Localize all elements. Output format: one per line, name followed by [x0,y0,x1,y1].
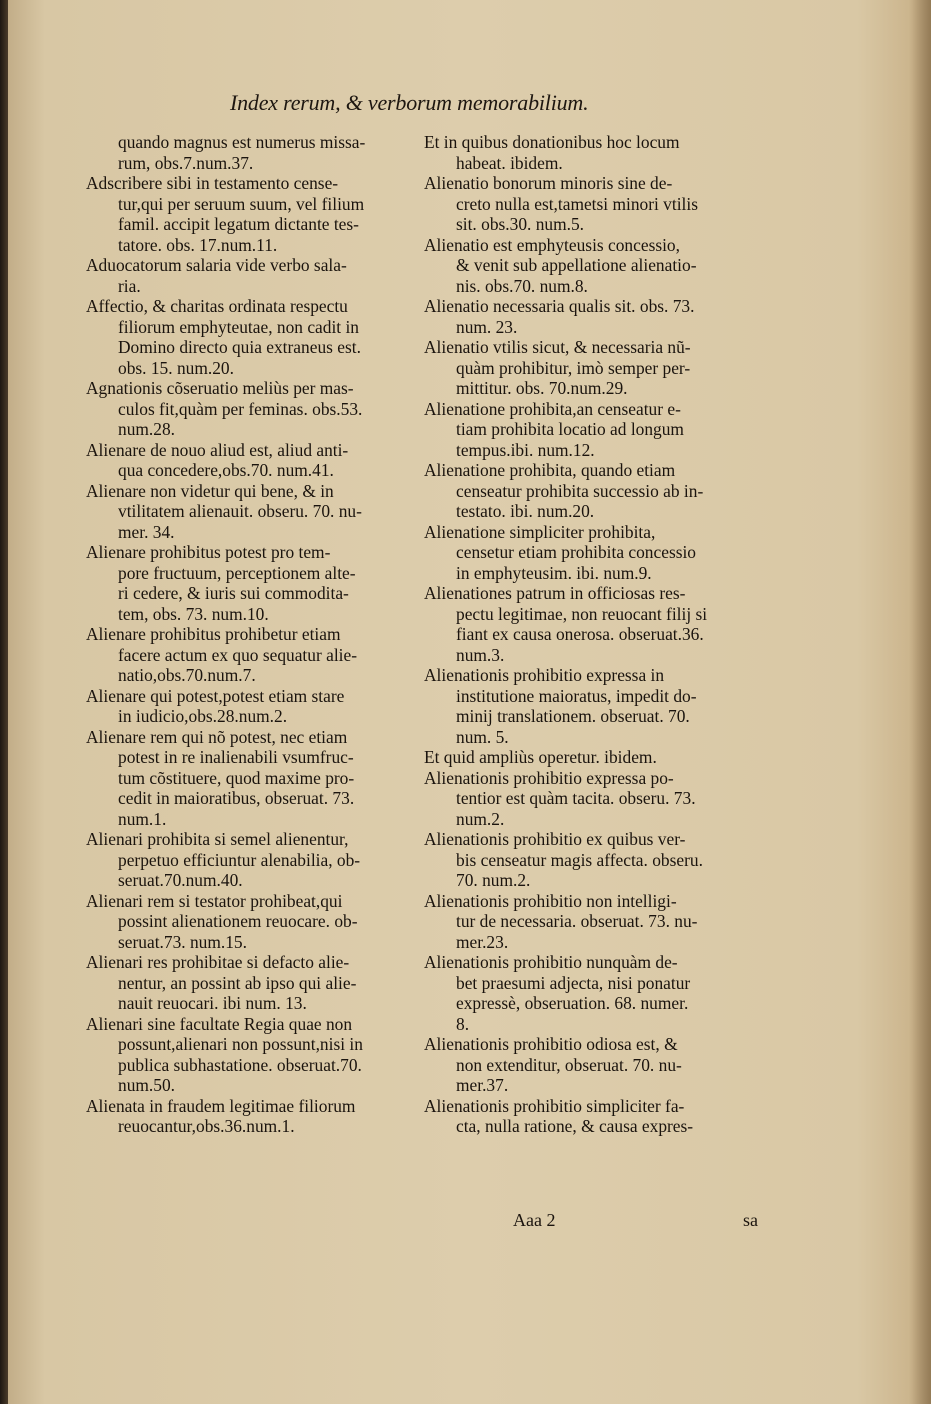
index-entry: Aduocatorum salaria vide verbo sala- ria. [86,255,347,296]
index-entry: Alienatio bonorum minoris sine de- creto nulla est,tametsi minori vtilis sit. obs.30. num.5. [424,173,698,234]
index-entry: Et in quibus donationibus hoc locum habeat. ibidem. [424,132,680,173]
index-entry: Alienatione prohibita, quando etiam censeatur prohibita successio ab in- testato. ibi. num.20. [424,460,704,521]
index-entry: Alienatio necessaria qualis sit. obs. 73. num. 23. [424,296,695,337]
index-entry: Alienare qui potest,potest etiam stare in iudicio,obs.28.num.2. [86,685,345,726]
index-entry: Alienare prohibitus potest pro tem- pore fructuum, perceptionem alte- ri cedere, & iuris sui commodita- tem, obs. 73. num.10. [86,542,356,624]
index-entry: Alienationis prohibitio expressa po- tentior est quàm tacita. obseru. 73. num.2. [424,767,696,829]
index-entry: Agnationis cõseruatio meliùs per mas- culos fit,quàm per feminas. obs.53. num.28. [86,378,363,439]
signature-mark: Aaa 2 [513,1210,556,1230]
index-entry: Alienata in fraudem legitimae filiorum reuocantur,obs.36.num.1. [86,1095,356,1136]
index-entry: Alienatione prohibita,an censeatur e- tiam prohibita locatio ad longum tempus.ibi. num.12. [424,398,684,460]
index-entry: Alienare de nouo aliud est, aliud anti- qua concedere,obs.70. num.41. [86,439,349,480]
index-entry: Alienare non videtur qui bene, & in vtilitatem alienauit. obseru. 70. nu- mer. 34. [86,480,362,542]
index-entry: quando magnus est numerus missa- rum, obs.7.num.37. [118,132,366,173]
index-entry: Alienatio est emphyteusis concessio, & venit sub appellatione alienatio- nis. obs.70. num.8. [424,234,697,296]
index-entry: Affectio, & charitas ordinata respectu filiorum emphyteutae, non cadit in Domino directo quia extraneus est. obs. 15. num.20. [86,296,361,378]
index-entry: Alienari rem si testator prohibeat,qui possint alienationem reuocare. ob- seruat.73. num.15. [86,890,358,952]
index-entry: Adscribere sibi in testamento cense- tur,qui per seruum suum, vel filium famil. accipit legatum dictante tes- tatore. obs. 17.num.11. [86,173,365,255]
book-page [8,0,931,1404]
index-entry: Alienationis prohibitio simpliciter fa- cta, nulla ratione, & causa expres- [424,1095,694,1136]
index-entry: Alienationis prohibitio non intelligi- tur de necessaria. obseruat. 73. nu- mer.23. [424,890,698,952]
page-edge-shadow [909,0,931,1404]
index-column-right [424,132,754,1137]
index-entry: Alienationis prohibitio nunquàm de- bet praesumi adjecta, nisi ponatur expressè, obseruation. 68. numer. 8. [424,952,691,1034]
index-entry: Alienationis prohibitio odiosa est, & non extenditur, obseruat. 70. nu- mer.37. [424,1034,682,1095]
binding-shadow [0,0,8,1404]
index-entry: Alienationis prohibitio ex quibus ver- bis censeatur magis affecta. obseru. 70. num.2. [424,829,703,890]
index-entry: Alienationes patrum in officiosas res- pectu legitimae, non reuocant filij si fiant ex causa onerosa. obseruat.36. num.3. [424,583,708,665]
running-head: Index rerum, & verborum memorabilium. [230,90,589,115]
index-entry: Et quid ampliùs operetur. ibidem. [424,747,657,767]
index-entry: Alienatione simpliciter prohibita, censetur etiam prohibita concessio in emphyteusim. ibi. num.9. [424,521,697,583]
index-entry: Alienari prohibita si semel alienentur, perpetuo efficiuntur alenabilia, ob- seruat.70.num.40. [86,829,361,890]
index-entry: Alienari res prohibitae si defacto alie- nentur, an possint ab ipso qui alie- nauit reuocari. ibi num. 13. [86,952,357,1013]
index-entry: Alienare rem qui nõ potest, nec etiam potest in re inalienabili vsumfruc- tum cõstituere, quod maxime pro- cedit in maioratibus, obseruat. 73. num.1. [86,726,355,829]
index-entry: Alienatio vtilis sicut, & necessaria nũ- quàm prohibitur, imò semper per- mittitur. obs. 70.num.29. [424,337,691,398]
index-entry: Alienare prohibitus prohibetur etiam facere actum ex quo sequatur alie- natio,obs.70.num.7. [86,624,357,685]
catchword: sa [743,1210,758,1230]
index-entry: Alienari sine facultate Regia quae non possunt,alienari non possunt,nisi in publica subhastatione. obseruat.70. num.50. [86,1013,363,1095]
index-entry: Alienationis prohibitio expressa in institutione maioratus, impedit do- minij translationem. obseruat. 70. num. 5. [424,665,697,747]
index-column-left [86,132,416,1137]
